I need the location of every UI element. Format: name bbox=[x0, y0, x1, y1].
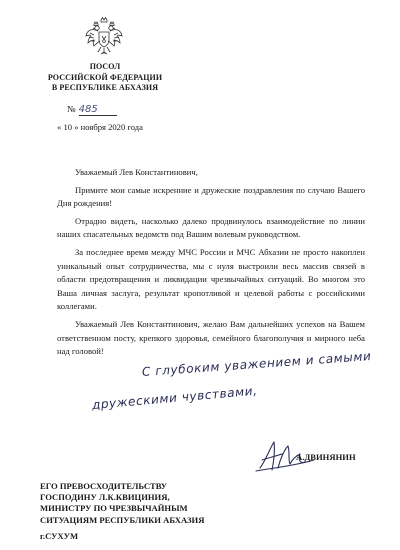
coat-of-arms-emblem bbox=[84, 16, 124, 58]
recipient-line-2: ГОСПОДИНУ Л.К.КВИЦИНИЯ, bbox=[40, 492, 170, 503]
letter-body bbox=[57, 166, 365, 359]
letter-date: « 10 » ноября 2020 года bbox=[57, 122, 143, 132]
registration-number bbox=[67, 104, 117, 116]
paragraph-3: За последнее время между МЧС России и МЧС Абхазии не просто накоплен уникальный опыт сотрудничества, мы с нуля выстроили весь массив связей в области предотвращения и ликвидации чрезвычайных ситуаций. Во многом это Ваша личная заслуга, результат кропотливой и целевой работы с российскими коллегами. bbox=[57, 246, 365, 312]
greeting: Уважаемый Лев Константинович, bbox=[75, 167, 198, 177]
recipient-block bbox=[40, 481, 204, 526]
recipient-line-3: МИНИСТРУ ПО ЧРЕЗВЫЧАЙНЫМ bbox=[40, 503, 188, 514]
sender-location: В РЕСПУБЛИКЕ АБХАЗИЯ bbox=[51, 83, 159, 92]
recipient-line-4: СИТУАЦИЯМ РЕСПУБЛИКИ АБХАЗИЯ bbox=[40, 514, 205, 525]
sender-title: ПОСОЛ bbox=[89, 62, 121, 71]
signer-name: А.ДВИНЯНИН bbox=[296, 452, 356, 462]
paragraph-4: Уважаемый Лев Константинович, желаю Вам дальнейших успехов на Вашем ответственном посту, крепкого здоровья, семейного благополучия и мирного неба над головой! bbox=[57, 318, 365, 357]
handwritten-closing-line-2: дружескими чувствами, bbox=[91, 383, 259, 412]
recipient-line-1: ЕГО ПРЕВОСХОДИТЕЛЬСТВУ bbox=[40, 481, 168, 491]
number-sign: № bbox=[67, 104, 76, 114]
handwritten-closing-line-1: С глубоким уважением и самыми bbox=[141, 348, 372, 379]
sender-block bbox=[40, 62, 170, 94]
paragraph-2: Отрадно видеть, насколько далеко продвинулось взаимодействие по линии наших спасательных ведомств под Вашим волевым руководством. bbox=[57, 215, 365, 240]
recipient-city: г.СУХУМ bbox=[40, 531, 79, 541]
paragraph-1: Примите мои самые искренние и дружеские поздравления по случаю Вашего Дня рождения! bbox=[57, 184, 365, 209]
registration-number-value: 485 bbox=[79, 104, 117, 116]
sender-country: РОССИЙСКОЙ ФЕДЕРАЦИИ bbox=[47, 72, 163, 82]
